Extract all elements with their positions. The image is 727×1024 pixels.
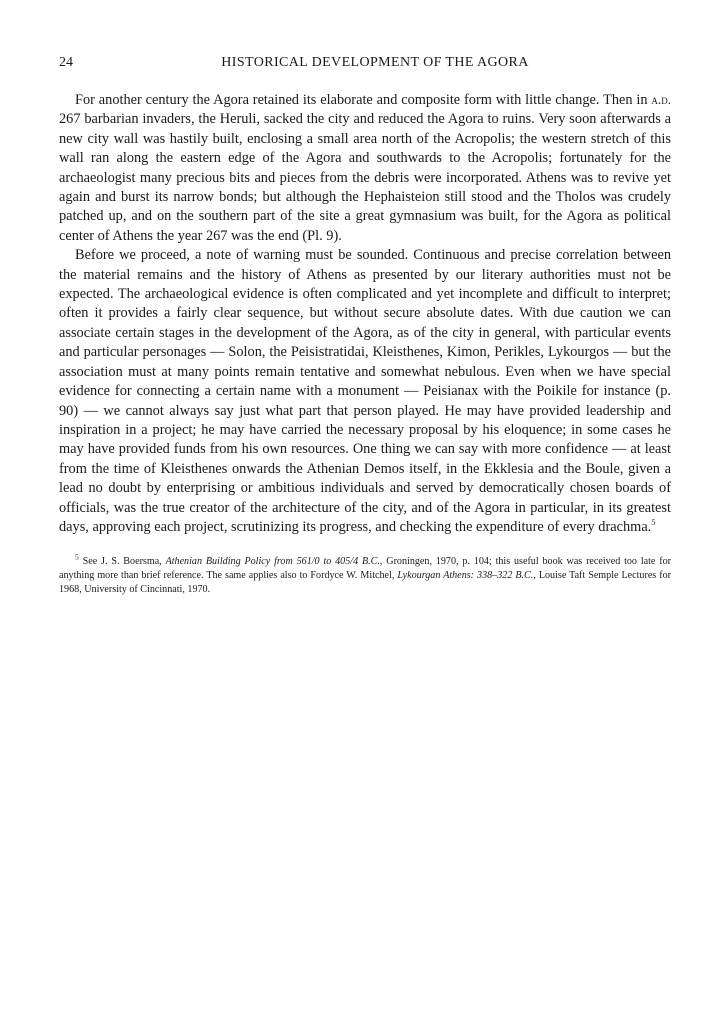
running-head [59, 52, 671, 74]
footnote-text-a: See J. S. Boersma, [78, 556, 166, 568]
footnote-book-title-2: Lykourgan Athens: 338–322 B.C. [397, 569, 534, 581]
paragraph-1-text-b: 267 barbarian invaders, the Heruli, sacked the city and reduced the Agora to ruins. Very soon afterwards a new city wall was hastily built, enclosing a small area north of the Acropolis; the western stretch of this wall ran along the eastern edge of the Agora and southwards to the Acropolis; fortunately for the archaeologist many precious bits and pieces from the debris were incorporated. Athens was to revive yet again and burst its narrow bonds; but although the Hephaisteion still stood and the Tholos was crudely patched up, and on the southern part of the site a great gymnasium was built, for the Agora as political center of Athens the year 267 was the end (Pl. 9). [59, 111, 671, 244]
era-abbreviation: a.d. [651, 92, 671, 107]
running-title: HISTORICAL DEVELOPMENT OF THE AGORA [221, 55, 529, 70]
footnote-book-title-1: Athenian Building Policy from 561/0 to 405/4 B.C. [165, 556, 380, 568]
footnote-reference: 5 [651, 517, 656, 528]
footnote-marker: 5 [75, 552, 79, 562]
paragraph-2-text: Before we proceed, a note of warning must be sounded. Continuous and precise correlation between the material remains and the history of Athens as presented by our literary authorities must not be expected. The archaeological evidence is often complicated and yet incomplete and difficult to interpret; often it provides a fairly clear sequence, but without secure absolute dates. With due caution we can associate certain stages in the development of the Agora, as of the city in general, with particular events and particular personages — Solon, the Peisistratidai, Kleisthenes, Kimon, Perikles, Lykourgos — but the association must at many points remain tentative and somewhat nebulous. Even when we have special evidence for connecting a certain name with a monument — Peisianax with the Poikile for instance (p. 90) — we cannot always say just what part that person played. He may have provided leadership and inspiration in a project; he may have carried the necessary proposal by his eloquence; in some cases he may have provided funds from his own resources. One thing we can say with more confidence — at least from the time of Kleisthenes onwards the Athenian Demos itself, in the Ekklesia and the Boule, given a lead no doubt by enterprising or ambitious individuals and served by democratically chosen boards of officials, was the true creator of the architecture of the city, and of the Agora in particular, in its greatest days, approving each project, scrutinizing its progress, and checking the expenditure of every drachma. [59, 247, 671, 535]
footnote-text-c: , Louise Taft Semple Lectures for 1968, University of Cincinnati, 1970. [59, 569, 671, 595]
page-number: 24 [59, 55, 73, 70]
body-text [59, 90, 671, 537]
paragraph-1-text-a: For another century the Agora retained its elaborate and composite form with little change. Then in [75, 92, 652, 108]
footnote [59, 552, 672, 596]
paragraph-2 [59, 246, 671, 537]
book-page [59, 52, 671, 596]
paragraph-1 [59, 90, 671, 246]
footnote-text-b: , Groningen, 1970, p. 104; this useful book was received too late for anything more than brief reference. The same applies also to Fordyce W. Mitchel, [59, 556, 672, 581]
